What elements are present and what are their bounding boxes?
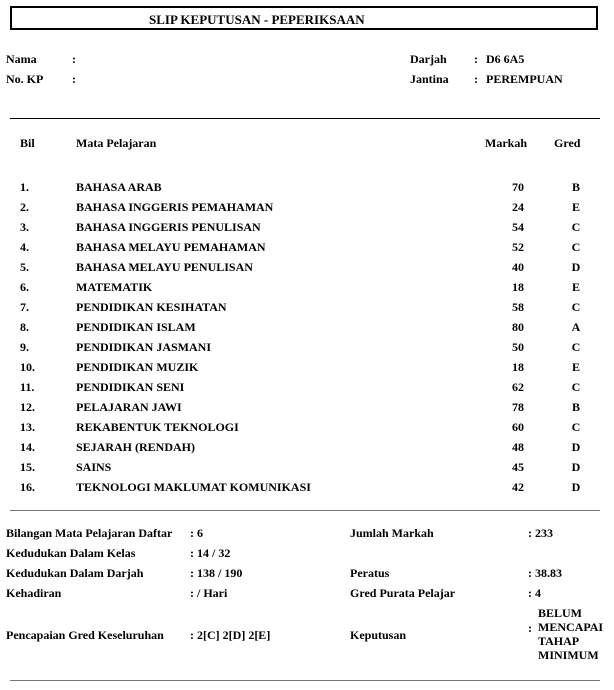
table-row bbox=[0, 380, 614, 400]
row-mark: 58 bbox=[512, 300, 524, 314]
row-grade: C bbox=[571, 420, 581, 434]
darjah-colon: : bbox=[474, 52, 478, 66]
kehadiran-label: Kehadiran bbox=[6, 586, 62, 600]
footer-rule bbox=[10, 680, 600, 681]
kedudukan-darjah-label: Kedudukan Dalam Darjah bbox=[6, 566, 144, 580]
row-grade: C bbox=[571, 240, 581, 254]
keputusan-line: MINIMUM bbox=[538, 648, 599, 662]
table-row bbox=[0, 320, 614, 340]
row-subject: BAHASA MELAYU PEMAHAMAN bbox=[76, 240, 266, 254]
peratus-label: Peratus bbox=[350, 566, 390, 580]
gred-purata-value: : 4 bbox=[528, 586, 541, 600]
row-grade: A bbox=[571, 320, 581, 334]
keputusan-label: Keputusan bbox=[350, 628, 407, 642]
jumlah-label: Jumlah Markah bbox=[350, 526, 434, 540]
row-mark: 60 bbox=[512, 420, 524, 434]
row-mark: 18 bbox=[512, 360, 524, 374]
row-subject: REKABENTUK TEKNOLOGI bbox=[76, 420, 239, 434]
table-row bbox=[0, 300, 614, 320]
row-mark: 52 bbox=[512, 240, 524, 254]
col-header-mark: Markah bbox=[485, 136, 527, 150]
keputusan-value bbox=[538, 606, 603, 662]
slip-title-box bbox=[10, 6, 598, 30]
row-grade: D bbox=[571, 260, 581, 274]
row-mark: 42 bbox=[512, 480, 524, 494]
row-grade: D bbox=[571, 440, 581, 454]
row-bil: 1. bbox=[20, 180, 29, 194]
kedudukan-darjah-value: : 138 / 190 bbox=[190, 566, 243, 580]
jantina-value: PEREMPUAN bbox=[486, 72, 563, 86]
row-subject: PENDIDIKAN SENI bbox=[76, 380, 185, 394]
table-row bbox=[0, 220, 614, 240]
row-grade: C bbox=[571, 380, 581, 394]
jantina-colon: : bbox=[474, 72, 478, 86]
row-bil: 10. bbox=[20, 360, 35, 374]
row-bil: 3. bbox=[20, 220, 29, 234]
row-bil: 7. bbox=[20, 300, 29, 314]
row-grade: E bbox=[571, 280, 580, 294]
jantina-label: Jantina bbox=[410, 72, 449, 86]
keputusan-line: TAHAP bbox=[538, 634, 580, 648]
table-bottom-rule bbox=[10, 510, 600, 511]
jumlah-value: : 233 bbox=[528, 526, 553, 540]
nokp-colon: : bbox=[72, 72, 76, 86]
keputusan-line: MENCAPAI bbox=[538, 620, 604, 634]
row-bil: 11. bbox=[20, 380, 35, 394]
table-row bbox=[0, 440, 614, 460]
row-bil: 6. bbox=[20, 280, 29, 294]
keputusan-line: BELUM bbox=[538, 606, 583, 620]
peratus-value: : 38.83 bbox=[528, 566, 562, 580]
row-mark: 45 bbox=[512, 460, 524, 474]
row-subject: SAINS bbox=[76, 460, 112, 474]
table-row bbox=[0, 400, 614, 420]
row-grade: E bbox=[571, 360, 580, 374]
darjah-value: D6 6A5 bbox=[486, 52, 525, 66]
table-row bbox=[0, 420, 614, 440]
row-mark: 40 bbox=[512, 260, 524, 274]
kedudukan-kelas-label: Kedudukan Dalam Kelas bbox=[6, 546, 136, 560]
pencapaian-value: : 2[C] 2[D] 2[E] bbox=[190, 628, 271, 642]
row-bil: 2. bbox=[20, 200, 29, 214]
row-subject: MATEMATIK bbox=[76, 280, 153, 294]
row-grade: D bbox=[571, 480, 581, 494]
row-mark: 48 bbox=[512, 440, 524, 454]
row-mark: 70 bbox=[512, 180, 524, 194]
row-mark: 54 bbox=[512, 220, 524, 234]
row-bil: 13. bbox=[20, 420, 35, 434]
row-bil: 4. bbox=[20, 240, 29, 254]
table-row bbox=[0, 180, 614, 200]
row-bil: 16. bbox=[20, 480, 35, 494]
darjah-label: Darjah bbox=[410, 52, 447, 66]
table-row bbox=[0, 360, 614, 380]
row-grade: E bbox=[571, 200, 580, 214]
row-grade: C bbox=[571, 220, 581, 234]
bilangan-label: Bilangan Mata Pelajaran Daftar bbox=[6, 526, 173, 540]
row-subject: PENDIDIKAN MUZIK bbox=[76, 360, 199, 374]
row-bil: 9. bbox=[20, 340, 29, 354]
slip-title: SLIP KEPUTUSAN - PEPERIKSAAN bbox=[149, 12, 365, 27]
row-grade: B bbox=[571, 400, 580, 414]
row-subject: BAHASA ARAB bbox=[76, 180, 162, 194]
row-grade: B bbox=[571, 180, 580, 194]
table-top-rule bbox=[10, 118, 600, 119]
row-bil: 5. bbox=[20, 260, 29, 274]
row-bil: 14. bbox=[20, 440, 35, 454]
kehadiran-value: : / Hari bbox=[190, 586, 228, 600]
nama-colon: : bbox=[72, 52, 76, 66]
row-grade: D bbox=[571, 460, 581, 474]
row-subject: SEJARAH (RENDAH) bbox=[76, 440, 196, 454]
row-subject: PENDIDIKAN ISLAM bbox=[76, 320, 196, 334]
nokp-label: No. KP bbox=[6, 72, 44, 86]
col-header-subject: Mata Pelajaran bbox=[76, 136, 157, 150]
row-grade: C bbox=[571, 340, 581, 354]
row-subject: BAHASA MELAYU PENULISAN bbox=[76, 260, 253, 274]
row-mark: 18 bbox=[512, 280, 524, 294]
table-row bbox=[0, 280, 614, 300]
table-row bbox=[0, 480, 614, 500]
row-subject: PENDIDIKAN JASMANI bbox=[76, 340, 212, 354]
table-row bbox=[0, 340, 614, 360]
row-subject: PENDIDIKAN KESIHATAN bbox=[76, 300, 227, 314]
row-subject: BAHASA INGGERIS PENULISAN bbox=[76, 220, 261, 234]
row-subject: TEKNOLOGI MAKLUMAT KOMUNIKASI bbox=[76, 480, 311, 494]
row-bil: 15. bbox=[20, 460, 35, 474]
table-row bbox=[0, 240, 614, 260]
row-mark: 50 bbox=[512, 340, 524, 354]
row-grade: C bbox=[571, 300, 581, 314]
gred-purata-label: Gred Purata Pelajar bbox=[350, 586, 456, 600]
row-subject: PELAJARAN JAWI bbox=[76, 400, 182, 414]
row-bil: 12. bbox=[20, 400, 35, 414]
table-row bbox=[0, 460, 614, 480]
row-mark: 62 bbox=[512, 380, 524, 394]
row-subject: BAHASA INGGERIS PEMAHAMAN bbox=[76, 200, 274, 214]
row-mark: 24 bbox=[512, 200, 524, 214]
row-mark: 80 bbox=[512, 320, 524, 334]
row-bil: 8. bbox=[20, 320, 29, 334]
pencapaian-label: Pencapaian Gred Keseluruhan bbox=[6, 628, 164, 642]
col-header-bil: Bil bbox=[20, 136, 35, 150]
table-row bbox=[0, 200, 614, 220]
keputusan-colon: : bbox=[528, 621, 532, 635]
nama-label: Nama bbox=[6, 52, 37, 66]
col-header-grade: Gred bbox=[554, 136, 581, 150]
bilangan-value: : 6 bbox=[190, 526, 203, 540]
row-mark: 78 bbox=[512, 400, 524, 414]
kedudukan-kelas-value: : 14 / 32 bbox=[190, 546, 231, 560]
table-row bbox=[0, 260, 614, 280]
